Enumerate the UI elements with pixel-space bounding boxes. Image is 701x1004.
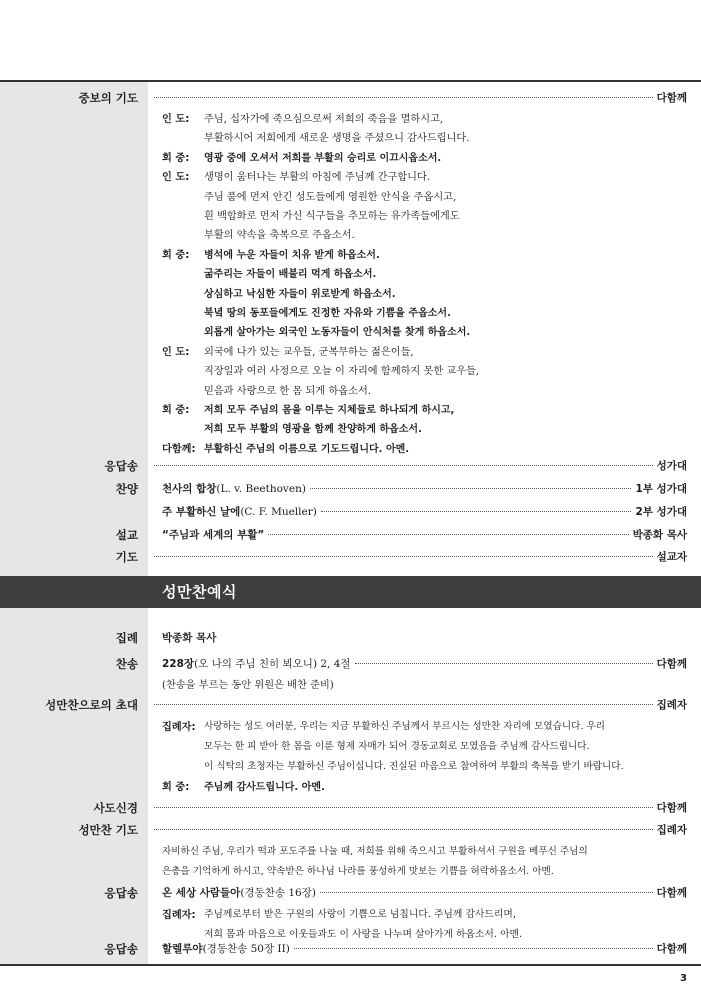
leader-dots	[154, 829, 653, 830]
prayer-line	[162, 129, 469, 144]
prayer-line	[162, 401, 454, 416]
prayer-text: 저희 모두 주님의 몸을 이루는 지체들로 하나되게 하시고,	[204, 405, 455, 416]
invitation-line	[150, 697, 687, 712]
speaker-label	[162, 420, 204, 435]
prayer-label: 중보의 기도	[78, 91, 138, 105]
prayer-line	[162, 188, 456, 203]
prayer-leader-line	[150, 90, 687, 105]
leader-dots	[320, 892, 653, 893]
response2-right: 다함께	[656, 887, 687, 899]
prayer-line	[162, 168, 430, 183]
leader-dots	[154, 465, 653, 466]
leader-dots	[321, 511, 632, 512]
response3-title: 할렐루야	[162, 943, 203, 955]
prayer-text: 상심하고 낙심한 자들이 위로받게 하옵소서.	[204, 288, 396, 300]
prayer-text: 영광 중에 오셔서 저희를 부활의 승리로 이끄시옵소서.	[204, 152, 442, 164]
anthem-title-2: 주 부활하신 날에	[162, 506, 241, 518]
prayer-line	[162, 246, 380, 261]
creed-line	[150, 800, 687, 815]
prayer2-right: 설교자	[656, 551, 687, 563]
anthem-detail-1: (L. v. Beethoven)	[216, 483, 306, 495]
leader-dots	[154, 97, 653, 98]
leader-dots	[294, 948, 653, 949]
prayer-line	[162, 323, 470, 338]
response2-label: 응답송	[104, 886, 138, 900]
communion-prayer-text-2: 은총을 기억하게 하시고, 약속받은 하나님 나라를 풍성하게 맛보는 기쁨을 허락하옵소서. 아멘.	[162, 866, 554, 877]
speaker-label: 회 중:	[162, 405, 190, 416]
response2-text-1: 주님께로부터 받은 구원의 사랑이 기쁨으로 넘칩니다. 주님께 감사드리며,	[204, 909, 516, 920]
hymn-number: 228장	[162, 658, 195, 670]
prayer-text: 외롭게 살아가는 외국인 노동자들이 안식처를 찾게 하옵소서.	[204, 327, 471, 339]
communion-section-header	[0, 576, 701, 608]
prayer-text: 주님, 십자가에 죽으심으로써 저희의 죽음을 멸하시고,	[204, 114, 444, 125]
communion-prayer-text-1: 자비하신 주님, 우리가 떡과 포도주를 나눌 때, 저희를 위해 죽으시고 부활하셔서 구원을 베푸신 주님의	[162, 846, 588, 857]
response2-row-1	[162, 906, 516, 921]
anthem-label: 찬양	[115, 482, 138, 496]
prayer-text: 믿음과 사랑으로 한 몸 되게 하옵소서.	[204, 385, 372, 397]
prayer-line	[162, 440, 409, 455]
prayer-text: 외국에 나가 있는 교우들, 군복무하는 젊은이들,	[204, 346, 414, 358]
prayer-line	[162, 285, 396, 300]
anthem-right-2: 2부 성가대	[635, 506, 687, 518]
prayer-text: 흰 백합화로 먼저 가신 식구들을 추모하는 유가족들에게도	[204, 211, 460, 222]
response1-label: 응답송	[104, 459, 138, 473]
prayer-text: 생명이 움터나는 부활의 아침에 주님께 간구합니다.	[204, 172, 431, 184]
leader-dots	[310, 488, 632, 489]
page-number: 3	[680, 973, 687, 984]
invitation-response-row	[162, 778, 325, 793]
officiant-label: 집례	[115, 631, 138, 645]
prayer-text: 병석에 누운 자들이 치유 받게 하옵소서.	[204, 249, 380, 261]
response2-detail: (경동찬송 16장)	[240, 887, 316, 899]
communion-prayer-label: 성만찬 기도	[78, 823, 138, 837]
speaker-label: 인 도:	[162, 346, 190, 358]
anthem-title-1: 천사의 합창	[162, 483, 217, 495]
leader-dots	[154, 807, 653, 808]
speaker-label	[162, 226, 204, 241]
section-title: 성만찬예식	[162, 583, 237, 601]
response3-line	[162, 941, 687, 956]
prayer-line	[162, 226, 355, 241]
prayer-line	[162, 304, 451, 319]
prayer-text: 주님 품에 먼저 안긴 성도들에게 영원한 안식을 주옵시고,	[204, 191, 457, 203]
response2-line	[162, 885, 687, 900]
speaker-label	[162, 129, 204, 144]
prayer-text: 부활하신 주님의 이름으로 기도드립니다. 아멘.	[204, 443, 410, 455]
speaker-label: 회 중:	[162, 249, 190, 261]
speaker-label	[162, 362, 204, 377]
speaker-label	[162, 207, 204, 222]
invitation-speaker: 집례자:	[162, 722, 196, 733]
creed-right: 다함께	[656, 802, 687, 814]
anthem-detail-2: (C. F. Mueller)	[240, 506, 317, 518]
speaker-label	[162, 304, 204, 319]
speaker-label	[162, 382, 204, 397]
prayer-line	[162, 343, 414, 358]
speaker-label: 회 중:	[162, 152, 190, 164]
speaker-label	[162, 285, 204, 300]
creed-label: 사도신경	[93, 801, 138, 815]
response3-label: 응답송	[104, 942, 138, 956]
bottom-rule	[0, 964, 701, 966]
prayer2-line	[150, 549, 687, 564]
invitation-row-1	[162, 718, 605, 733]
prayer-text: 직장일과 여러 사정으로 오늘 이 자리에 함께하지 못한 교우들,	[204, 366, 480, 378]
prayer-line	[162, 382, 371, 397]
response1-right: 성가대	[656, 460, 687, 472]
prayer-line	[162, 149, 441, 164]
response1-line	[150, 458, 687, 473]
prayer-leader: 다함께	[656, 92, 687, 104]
response3-detail: (경동찬송 50장 II)	[202, 943, 290, 955]
prayer-text: 저희 모두 부활의 영광을 함께 찬양하게 하옵소서.	[204, 424, 422, 436]
leader-dots	[268, 534, 628, 535]
sermon-title: “주님과 세계의 부활”	[162, 529, 265, 541]
response2-title: 온 세상 사람들아	[162, 887, 241, 899]
hymn-right: 다함께	[656, 658, 687, 670]
invitation-right: 집례자	[656, 699, 687, 711]
hymn-label: 찬송	[115, 657, 138, 671]
prayer2-label: 기도	[115, 550, 138, 564]
invitation-text-2: 모두는 한 피 받아 한 몸을 이룬 형제 자매가 되어 경동교회로 모였음을 주님께 감사드립니다.	[204, 741, 590, 752]
sermon-label: 설교	[115, 528, 138, 542]
prayer-text: 북녘 땅의 동포들에게도 진정한 자유와 기쁨을 주옵소서.	[204, 308, 451, 319]
prayer-line	[162, 362, 479, 377]
officiant-value: 박종화 목사	[162, 632, 217, 644]
communion-prayer-right: 집례자	[656, 824, 687, 836]
sermon-preacher: 박종화 목사	[632, 529, 687, 541]
prayer-text: 굶주리는 자들이 배불리 먹게 하옵소서.	[204, 269, 377, 281]
leader-dots	[355, 663, 653, 664]
invitation-text-1: 사랑하는 성도 여러분, 우리는 지금 부활하신 주님께서 부르시는 성만찬 자리에 모였습니다. 우리	[204, 721, 606, 732]
anthem-item-2	[162, 504, 687, 519]
invitation-label: 성만찬으로의 초대	[45, 698, 138, 712]
label-column-upper	[0, 82, 148, 576]
speaker-label	[162, 265, 204, 280]
response2-text-2: 저희 몸과 마음으로 이웃들과도 이 사랑을 나누며 살아가게 하옵소서. 아멘.	[204, 929, 523, 940]
hymn-line	[162, 656, 687, 671]
communion-prayer-line	[150, 822, 687, 837]
anthem-item-1	[162, 481, 687, 496]
speaker-label	[162, 188, 204, 203]
response2-speaker: 집례자:	[162, 910, 196, 921]
prayer-text: 부활의 약속을 축복으로 주옵소서.	[204, 230, 355, 242]
anthem-right-1: 1부 성가대	[635, 483, 687, 495]
invitation-response: 주님께 감사드립니다. 아멘.	[204, 782, 325, 793]
prayer-line	[162, 207, 460, 222]
leader-dots	[154, 704, 653, 705]
leader-dots	[154, 556, 653, 557]
speaker-label: 다함께:	[162, 443, 196, 455]
speaker-label: 인 도:	[162, 172, 190, 184]
prayer-line	[162, 265, 376, 280]
prayer-line	[162, 110, 443, 125]
sermon-line	[162, 527, 687, 542]
prayer-line	[162, 420, 422, 435]
invitation-speaker-2: 회 중:	[162, 782, 190, 793]
hymn-note: (찬송을 부르는 동안 위원은 배찬 준비)	[162, 680, 334, 691]
response3-right: 다함께	[656, 943, 687, 955]
invitation-text-3: 이 식탁의 초청자는 부활하신 주님이십니다. 진실된 마음으로 참여하여 부활의 축복을 받기 바랍니다.	[204, 761, 624, 772]
prayer-text: 부활하시어 저희에게 새로운 생명을 주셨으니 감사드립니다.	[204, 133, 470, 145]
hymn-detail: (오 나의 주님 친히 뵈오니) 2, 4절	[194, 658, 351, 670]
speaker-label	[162, 323, 204, 338]
speaker-label: 인 도:	[162, 114, 190, 125]
